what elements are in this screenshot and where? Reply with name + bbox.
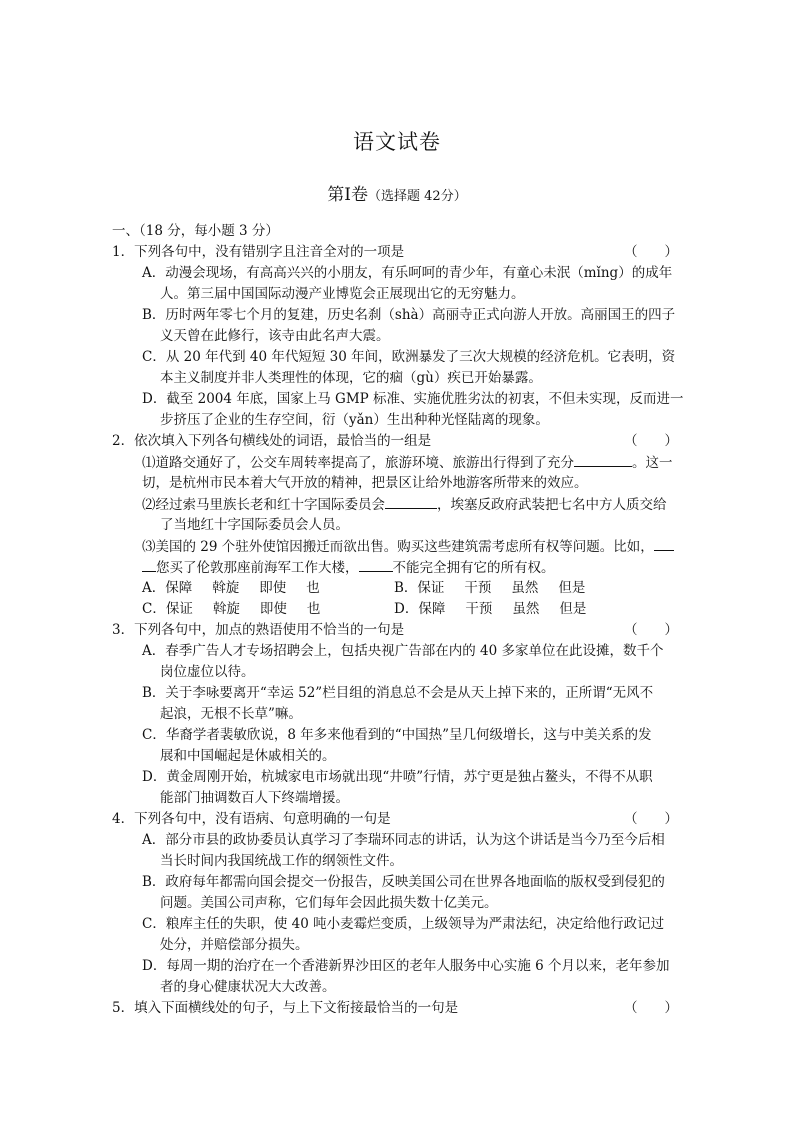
choice-d: D．保障 干预 虽然 但是 xyxy=(394,601,587,617)
q2-item-1 xyxy=(112,452,692,473)
q4-option-b-cont: 问题。美国公司声称，它们每年会因此损失数十亿美元。 xyxy=(160,895,498,911)
q4-option-b: B．政府每年都需向国会提交一份报告，反映美国公司在世界各地面临的版权受到侵犯的 xyxy=(142,874,665,890)
item-text: ，埃塞反政府武装把七名中方人质交给 xyxy=(437,497,667,513)
section-heading: 一、（18 分，每小题 3 分） xyxy=(112,223,279,239)
part-main: 第Ⅰ卷 xyxy=(327,185,369,205)
choice-b: B．保证 干预 虽然 但是 xyxy=(394,580,586,596)
q2-item-1-cont: 切，是杭州市民本着大气开放的精神，把景区让给外地游客所带来的效应。 xyxy=(142,475,588,491)
question-text: 3．下列各句中，加点的熟语使用不恰当的一句是 xyxy=(112,622,405,638)
item-text: 您买了伦敦那座前海军工作大楼， xyxy=(156,560,359,576)
q4-option-d-cont: 者的身心健康状况大大改善。 xyxy=(160,979,336,995)
q3-option-d-cont: 能部门抽调数百人下终端增援。 xyxy=(160,790,349,806)
q2-choices-row-2 xyxy=(112,599,692,620)
question-text: 4．下列各句中，没有语病、句意明确的一句是 xyxy=(112,811,391,827)
q3-option-c-cont: 展和中国崛起是休戚相关的。 xyxy=(160,748,336,764)
part-title xyxy=(0,180,794,205)
exam-content xyxy=(112,221,692,1019)
item-text: ⑶美国的 29 个驻外使馆因搬迁而欲出售。购买这些建筑需考虑所有权等问题。比如， xyxy=(142,539,654,555)
q1-option-d-cont: 步挤压了企业的生存空间，衍（yǎn）生出种种光怪陆离的现象。 xyxy=(160,412,549,428)
answer-parentheses: （ ） xyxy=(624,1000,678,1016)
q3-option-b: B．关于李咏要离开“幸运 52”栏目组的消息总不会是从天上掉下来的，正所谓“无风不 xyxy=(142,685,654,701)
question-text: 2．依次填入下列各句横线处的词语，最恰当的一组是 xyxy=(112,433,432,449)
q3-option-a-cont: 岗位虚位以待。 xyxy=(160,664,255,680)
choice-c: C．保证 斡旋 即使 也 xyxy=(142,601,321,617)
q2-item-3 xyxy=(112,536,692,557)
q3-option-c: C．华裔学者裴敏欣说，8 年多来他看到的“中国热”呈几何级增长，这与中美关系的发 xyxy=(142,727,652,743)
q4-option-d: D．每周一期的治疗在一个香港新界沙田区的老年人服务中心实施 6 个月以来，老年参加 xyxy=(142,958,670,974)
q1-option-a-cont: 人。第三届中国国际动漫产业博览会正展现出它的无穷魅力。 xyxy=(160,286,525,302)
fill-blank xyxy=(654,536,674,551)
answer-parentheses: （ ） xyxy=(624,622,678,638)
q1-option-a: A．动漫会现场，有高高兴兴的小朋友，有乐呵呵的青少年，有童心未泯（mǐng）的成年 xyxy=(142,265,673,281)
question-2-stem xyxy=(112,431,692,452)
q4-option-a: A．部分市县的政协委员认真学习了李瑞环同志的讲话，认为这个讲话是当今乃至今后相 xyxy=(142,832,665,848)
choice-a: A．保障 斡旋 即使 也 xyxy=(142,580,320,596)
q3-option-a: A．春季广告人才专场招聘会上，包括央视广告部在内的 40 多家单位在此设摊，数千个 xyxy=(142,643,664,659)
fill-blank xyxy=(385,494,437,509)
q4-option-c: C．粮库主任的失职，使 40 吨小麦霉烂变质，上级领导为严肃法纪，决定给他行政记过 xyxy=(142,916,665,932)
q3-option-d: D．黄金周刚开始，杭城家电市场就出现“井喷”行情，苏宁更是独占鳌头，不得不从职 xyxy=(142,769,653,785)
item-text: 不能完全拥有它的所有权。 xyxy=(392,560,555,576)
q2-item-2 xyxy=(112,494,692,515)
question-1-stem xyxy=(112,242,692,263)
q1-option-c: C．从 20 年代到 40 年代短短 30 年间，欧洲暴发了三次大规模的经济危机。它表明，资 xyxy=(142,349,676,365)
question-text: 1．下列各句中，没有错别字且注音全对的一项是 xyxy=(112,244,405,260)
q1-option-b: B．历时两年零七个月的复建，历史名刹（shà）高丽寺正式向游人开放。高丽国王的四子 xyxy=(142,307,676,323)
q2-item-2-cont: 了当地红十字国际委员会人员。 xyxy=(160,517,349,533)
q4-option-a-cont: 当长时间内我国统战工作的纲领性文件。 xyxy=(160,853,403,869)
q2-item-3-cont xyxy=(112,557,692,578)
fill-blank xyxy=(142,557,156,572)
part-sub: （选择题 42分） xyxy=(368,189,467,204)
item-text: ⑴道路交通好了，公交车周转率提高了，旅游环境、旅游出行得到了充分 xyxy=(142,455,574,471)
q4-option-c-cont: 处分，并赔偿部分损失。 xyxy=(160,937,309,953)
answer-parentheses: （ ） xyxy=(624,811,678,827)
answer-parentheses: （ ） xyxy=(624,244,678,260)
q3-option-b-cont: 起浪，无根不长草”嘛。 xyxy=(160,706,302,722)
page-title: 语文试卷 xyxy=(353,130,441,154)
item-text: 。这一 xyxy=(632,455,673,471)
item-text: ⑵经过索马里族长老和红十字国际委员会 xyxy=(142,497,385,513)
q1-option-b-cont: 义天曾在此修行，该寺由此名声大震。 xyxy=(160,328,390,344)
question-text: 5．填入下面横线处的句子，与上下文衔接最恰当的一句是 xyxy=(112,1000,459,1016)
q2-choices-row-1 xyxy=(112,578,692,599)
question-3-stem xyxy=(112,620,692,641)
fill-blank xyxy=(359,557,393,572)
fill-blank xyxy=(574,452,632,467)
question-4-stem xyxy=(112,809,692,830)
q1-option-c-cont: 本主义制度并非人类理性的体现，它的痼（gù）疾已开始暴露。 xyxy=(160,370,542,386)
answer-parentheses: （ ） xyxy=(624,433,678,449)
question-5-stem xyxy=(112,998,692,1019)
q1-option-d: D．截至 2004 年底，国家上马 GMP 标准、实施优胜劣汰的初衷，不但未实现，反而进一 xyxy=(142,391,684,407)
